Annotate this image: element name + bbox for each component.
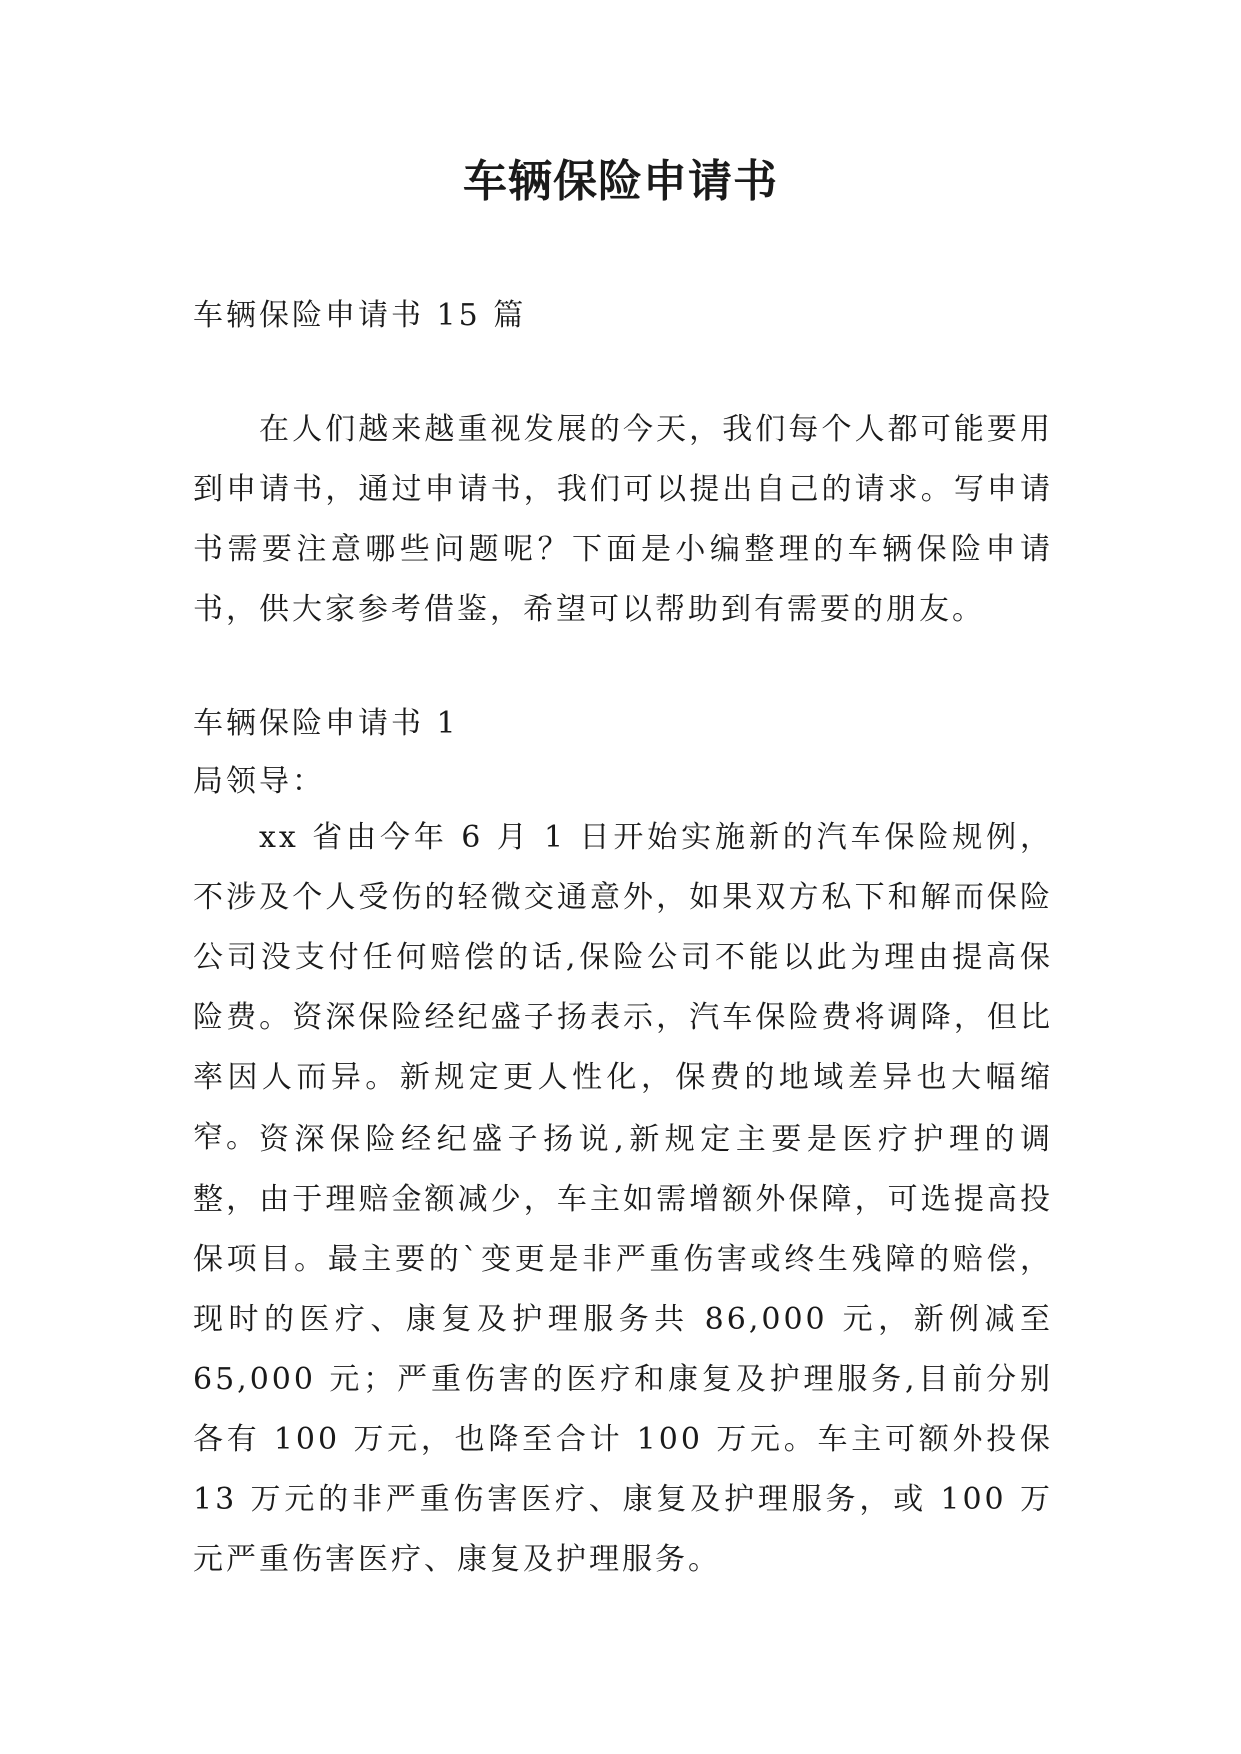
document-subtitle: 车辆保险申请书 15 篇 [193,298,527,333]
intro-paragraph: 在人们越来越重视发展的今天，我们每个人都可能要用到申请书，通过申请书，我们可以提出自己的请求。写申请书需要注意哪些问题呢？下面是小编整理的车辆保险申请书，供大家参考借鉴，希望可以帮助到有需要的朋友。 [193,412,1053,627]
salutation: 局领导： [193,764,325,799]
body-paragraph: 资深保险经纪盛子扬说,新规定主要是医疗护理的调整，由于理赔金额减少，车主如需增额外保障，可选提高投保项目。最主要的`变更是非严重伤害或终生残障的赔偿，现时的医疗、康复及护理服务共 86,000 元，新例减至 65,000 元；严重伤害的医疗和康复及护理服务,目前分别各有 100 万元，也降至合计 100 万元。车主可额外投保 13 万元的非严重伤害医疗、康复及护理服务，或 100 万元严重伤害医疗、康复及护理服务。 [193,1122,1053,1577]
section-heading: 车辆保险申请书 1 [193,706,459,741]
page-title: 车辆保险申请书 [463,156,778,207]
body-paragraph: xx 省由今年 6 月 1 日开始实施新的汽车保险规例，不涉及个人受伤的轻微交通意外，如果双方私下和解而保险公司没支付任何赔偿的话,保险公司不能以此为理由提高保险费。资深保险经纪盛子扬表示，汽车保险费将调降，但比率因人而异。新规定更人性化，保费的地域差异也大幅缩窄。 [193,820,1053,1155]
